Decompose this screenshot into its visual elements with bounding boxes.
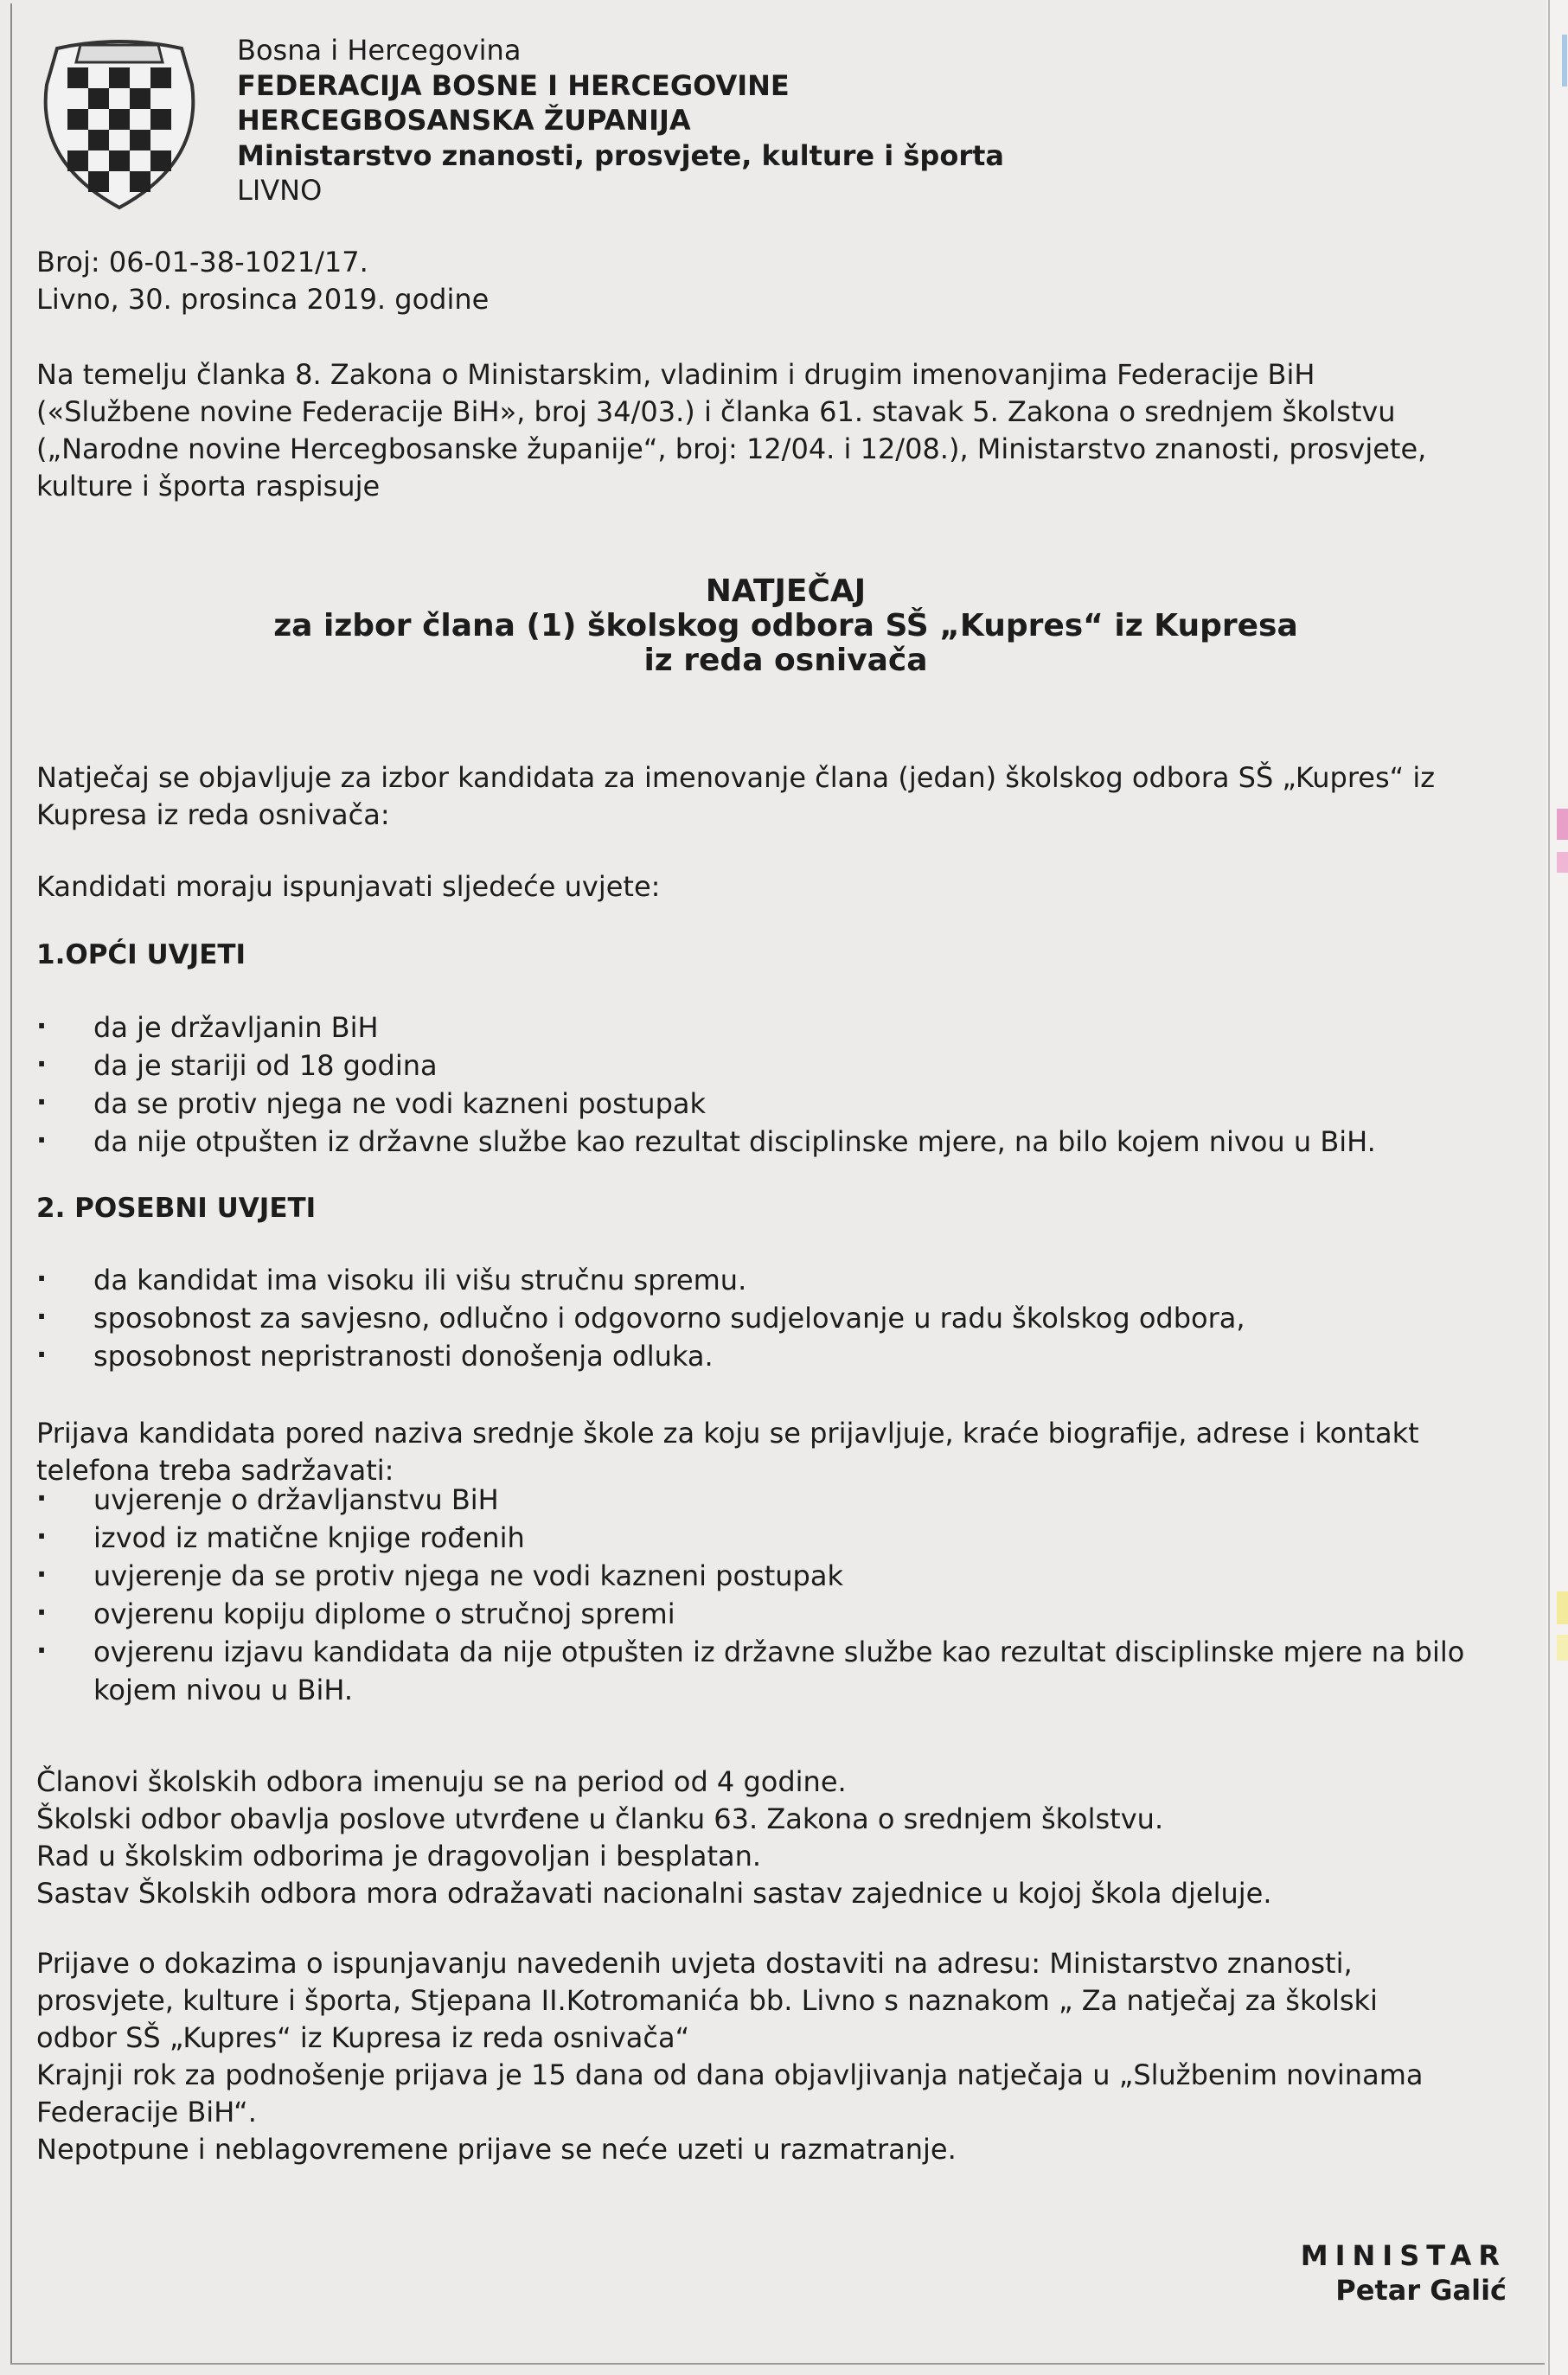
list-item: · da se protiv njega ne vodi kazneni postupak bbox=[36, 1085, 1376, 1123]
reference-block bbox=[36, 244, 489, 318]
list-item: · da je državljanin BiH bbox=[36, 1008, 1376, 1047]
coat-of-arms-icon bbox=[33, 33, 206, 213]
list-item: · uvjerenje o državljanstvu BiH bbox=[36, 1481, 1512, 1519]
special-conditions-list bbox=[36, 1261, 1245, 1375]
color-mark bbox=[1562, 35, 1567, 86]
intro-line: („Narodne novine Hercegbosanske županije“, broj: 12/04. i 12/08.), Ministarstvo znanosti, prosvjete, bbox=[36, 432, 1427, 465]
federation-line: FEDERACIJA BOSNE I HERCEGOVINE bbox=[237, 68, 790, 102]
address-line: prosvjete, kulture i športa, Stjepana II.Kotromanića bb. Livno s naznakom „ Za natječaj za školski bbox=[36, 1984, 1378, 2017]
list-item: · da kandidat ima visoku ili višu stručnu spremu. bbox=[36, 1261, 1245, 1299]
document-page bbox=[10, 3, 1545, 2365]
ministry-line: Ministarstvo znanosti, prosvjete, kulture i športa bbox=[237, 138, 1004, 172]
color-mark bbox=[1557, 809, 1568, 840]
signature-block bbox=[1301, 2238, 1507, 2308]
application-line: telefona treba sadržavati: bbox=[36, 1454, 394, 1487]
signature-name: Petar Galić bbox=[1335, 2274, 1507, 2307]
conditions-intro: Kandidati moraju ispunjavati sljedeće uvjete: bbox=[36, 870, 661, 903]
application-intro bbox=[36, 1415, 1524, 1489]
notice-title bbox=[2, 574, 1568, 678]
list-item: · da nije otpušten iz državne službe kao rezultat disciplinske mjere, na bilo kojem nivou u BiH. bbox=[36, 1123, 1376, 1161]
address-line: Nepotpune i neblagovremene prijave se neće uzeti u razmatranje. bbox=[36, 2133, 957, 2166]
color-mark bbox=[1557, 1635, 1568, 1661]
list-item: · uvjerenje da se protiv njega ne vodi kazneni postupak bbox=[36, 1557, 1512, 1595]
general-conditions-list bbox=[36, 1008, 1376, 1161]
lead-line: Kupresa iz reda osnivača: bbox=[36, 798, 390, 831]
address-line: Prijave o dokazima o ispunjavanju navedenih uvjeta dostaviti na adresu: Ministarstvo znanosti, bbox=[36, 1947, 1353, 1980]
list-item: · sposobnost nepristranosti donošenja odluka. bbox=[36, 1337, 1245, 1375]
list-item: · sposobnost za savjesno, odlučno i odgovorno sudjelovanje u radu školskog odbora, bbox=[36, 1299, 1245, 1337]
color-mark bbox=[1557, 852, 1568, 873]
signature-role: MINISTAR bbox=[1300, 2239, 1507, 2272]
canton-line: HERCEGBOSANSKA ŽUPANIJA bbox=[237, 104, 691, 137]
note-line: Školski odbor obavlja poslove utvrđene u članku 63. Zakona o srednjem školstvu. bbox=[36, 1802, 1164, 1835]
address-line: Federacije BiH“. bbox=[36, 2096, 257, 2129]
intro-paragraph bbox=[36, 356, 1524, 505]
country-line: Bosna i Hercegovina bbox=[237, 34, 522, 67]
issuer-header bbox=[237, 33, 1004, 208]
list-item: · ovjerenu kopiju diplome o stručnoj spremi bbox=[36, 1595, 1512, 1633]
list-item: · da je stariji od 18 godina bbox=[36, 1047, 1376, 1085]
application-line: Prijava kandidata pored naziva srednje škole za koju se prijavljuje, kraće biografije, adrese i kontakt bbox=[36, 1417, 1419, 1450]
address-line: odbor SŠ „Kupres“ iz Kupresa iz reda osnivača“ bbox=[36, 2021, 690, 2054]
title-line: NATJEČAJ bbox=[705, 573, 867, 609]
section-general-title: 1.OPĆI UVJETI bbox=[36, 939, 246, 970]
title-line: za izbor člana (1) školskog odbora SŠ „Kupres“ iz Kupresa bbox=[273, 608, 1298, 643]
intro-line: («Službene novine Federacije BiH», broj 34/03.) i članka 61. stavak 5. Zakona o srednjem školstvu bbox=[36, 395, 1396, 428]
application-documents-list bbox=[36, 1481, 1512, 1709]
intro-line: kulture i športa raspisuje bbox=[36, 470, 381, 503]
color-mark bbox=[1557, 1591, 1568, 1624]
intro-line: Na temelju članka 8. Zakona o Ministarskim, vladinim i drugim imenovanjima Federacije BiH bbox=[36, 358, 1315, 391]
reference-number: Broj: 06-01-38-1021/17. bbox=[36, 246, 368, 278]
lead-paragraph bbox=[36, 759, 1524, 834]
note-line: Članovi školskih odbora imenuju se na period od 4 godine. bbox=[36, 1765, 847, 1798]
section-special-title: 2. POSEBNI UVJETI bbox=[36, 1193, 317, 1224]
page-edge-line bbox=[1548, 0, 1550, 2375]
title-line: iz reda osnivača bbox=[643, 643, 928, 678]
notes-paragraph bbox=[36, 1764, 1524, 1912]
note-line: Rad u školskim odborima je dragovoljan i besplatan. bbox=[36, 1840, 762, 1872]
note-line: Sastav Školskih odbora mora odražavati nacionalni sastav zajednice u kojoj škola djeluje. bbox=[36, 1877, 1272, 1910]
address-paragraph bbox=[36, 1945, 1524, 2168]
city-line: LIVNO bbox=[237, 174, 323, 207]
lead-line: Natječaj se objavljuje za izbor kandidata za imenovanje člana (jedan) školskog odbora SŠ „Kupres“ iz bbox=[36, 761, 1436, 794]
list-item: · izvod iz matične knjige rođenih bbox=[36, 1519, 1512, 1557]
document-date: Livno, 30. prosinca 2019. godine bbox=[36, 283, 490, 316]
address-line: Krajnji rok za podnošenje prijava je 15 dana od dana objavljivanja natječaja u „Službenim novinama bbox=[36, 2058, 1424, 2091]
list-item: · ovjerenu izjavu kandidata da nije otpušten iz državne službe kao rezultat disciplinske mjere na bilo kojem nivou u BiH. bbox=[36, 1633, 1512, 1709]
